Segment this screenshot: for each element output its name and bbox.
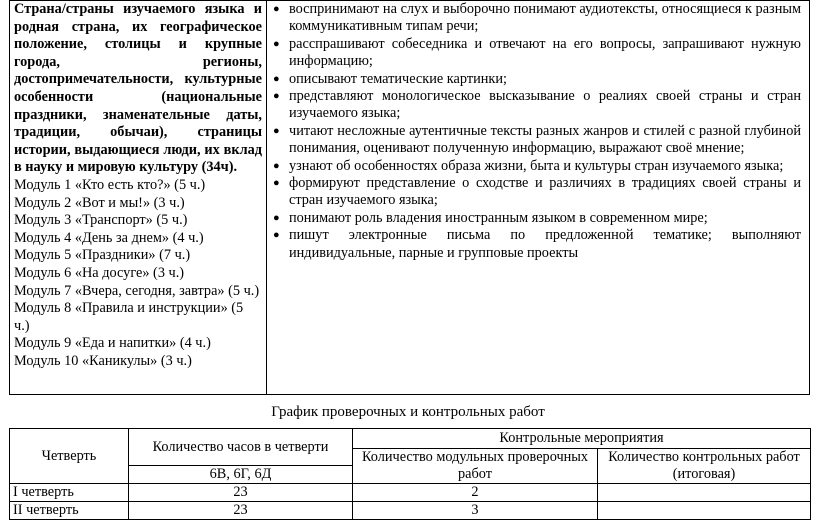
hours-cell: 23 [129,484,353,502]
activity-item [270,71,801,88]
bullet-icon: ● [273,90,280,103]
activity-item [270,36,801,71]
module-item: Модуль 7 «Вчера, сегодня, завтра» (5 ч.) [14,282,260,299]
bullet-icon: ● [273,37,280,50]
module-item: Модуль 8 «Правила и инструкции» (5 ч.) [14,300,244,334]
module-item: Модуль 4 «День за днем» (4 ч.) [14,229,204,246]
schedule-table [9,428,811,520]
header-hours: Количество часов в четверти [129,429,353,466]
activity-item [270,210,801,227]
topic-cell [10,1,267,395]
final-checks-cell [598,502,811,520]
activity-text: описывают тематические картинки; [289,70,507,87]
activity-text: понимают роль владения иностранным языком в современном мире; [289,209,708,226]
bullet-icon: ● [273,159,280,172]
table-row [10,502,811,520]
bullet-icon: ● [273,124,280,137]
table-row [10,484,811,502]
bullet-icon: ● [273,72,280,85]
activity-item [270,158,801,175]
activity-item [270,88,801,123]
module-checks-cell: 3 [353,502,598,520]
quarter-cell: II четверть [10,502,129,520]
activity-text: пишут электронные письма по предложенной тематике; выполняют индивидуальные, парные и групповые проекты [289,227,801,261]
header-control-group: Контрольные мероприятия [353,429,811,449]
module-list [14,177,262,371]
header-module-checks: Количество модульных проверочных работ [353,449,598,484]
topics-row [10,1,810,395]
bullet-icon: ● [273,177,280,190]
module-item: Модуль 10 «Каникулы» (3 ч.) [14,352,192,369]
final-checks-cell [598,484,811,502]
schedule-header-row [10,429,811,449]
header-quarter: Четверть [10,429,129,484]
module-item: Модуль 5 «Праздники» (7 ч.) [14,247,191,264]
activity-text: формируют представление о сходстве и различиях в традициях своей страны и стран изучаемого языка; [289,175,801,209]
schedule-caption: График проверочных и контрольных работ [271,404,545,420]
activity-text: читают несложные аутентичные тексты разных жанров и стилей с разной глубиной понимания, оценивают полученную информацию, выражают своё мнение; [289,122,801,157]
topics-table [9,0,810,395]
activity-text: представляют монологическое высказывание о реалиях своей страны и стран изучаемого языка; [289,88,801,122]
module-item: Модуль 3 «Транспорт» (5 ч.) [14,212,188,229]
bullet-icon: ● [273,211,280,224]
activity-item [270,1,801,36]
header-final-checks: Количество контрольных работ (итоговая) [598,449,811,484]
module-checks-cell: 2 [353,484,598,502]
bullet-icon: ● [273,3,280,15]
module-item: Модуль 6 «На досуге» (3 ч.) [14,264,185,281]
activity-item [270,123,801,158]
module-item: Модуль 9 «Еда и напитки» (4 ч.) [14,335,211,352]
module-item: Модуль 2 «Вот и мы!» (3 ч.) [14,194,185,211]
activity-item [270,227,801,262]
bullet-icon: ● [273,229,280,242]
quarter-cell: I четверть [10,484,129,502]
activities-list [270,1,801,262]
module-item: Модуль 1 «Кто есть кто?» (5 ч.) [14,176,206,193]
hours-cell: 23 [129,502,353,520]
activity-text: узнают об особенностях образа жизни, быта и культуры стран изучаемого языка; [289,157,784,174]
activity-item [270,175,801,210]
header-classes: 6В, 6Г, 6Д [129,466,353,484]
activities-cell [267,1,810,395]
activity-text: воспринимают на слух и выборочно понимают аудиотексты, относящиеся к разным коммуникативным типам речи; [289,1,801,35]
activity-text: расспрашивают собеседника и отвечают на его вопросы, запрашивают нужную информацию; [289,35,801,70]
topic-heading: Страна/страны изучаемого языка и родная страна, их географическое положение, столицы и крупные города, регионы, достопримечательности, культурные особенности (национальные праздники, знаменательные даты, традиции, обычаи), страницы истории, выдающиеся люди, их вклад в науку и мировую культуру (34ч). [14,1,262,176]
